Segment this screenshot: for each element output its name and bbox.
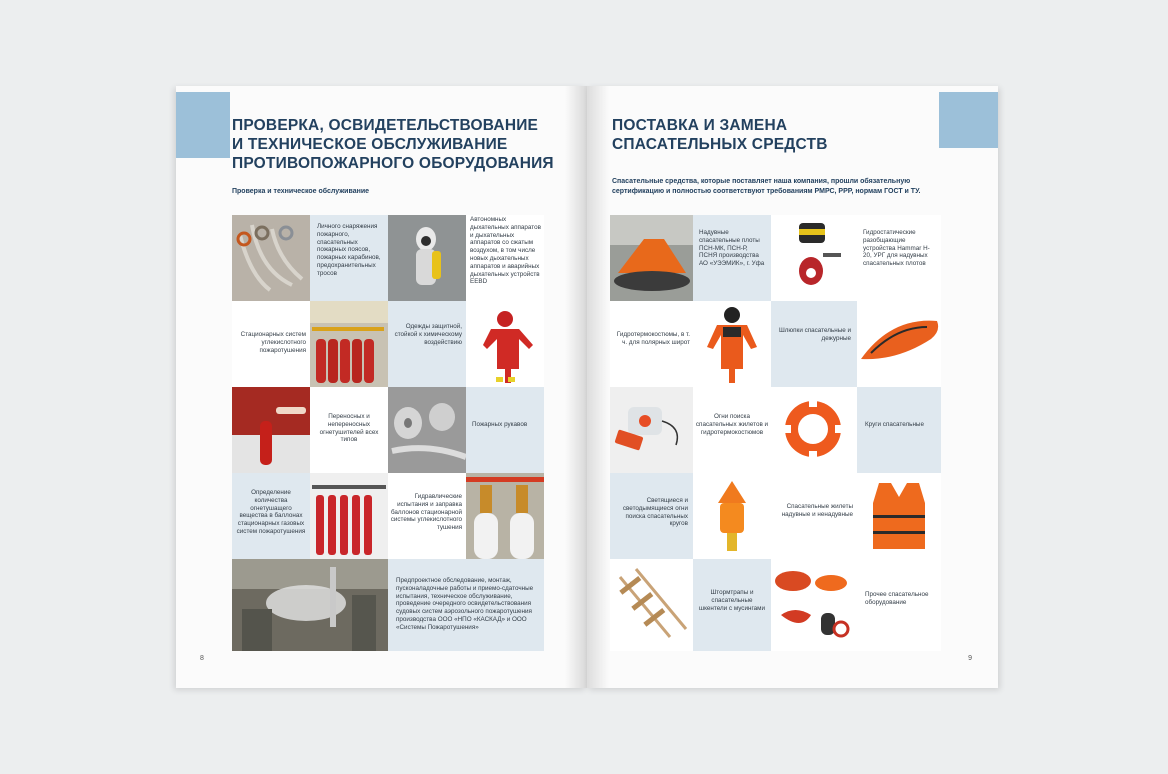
text-breathing: Автономных дыхательных аппаратов и дыхательных аппаратов со сжатым воздухом, в том числе новых дыхательных аппаратов и аварийных дыхательных устройств EEBD xyxy=(470,216,541,286)
right-title-line-1: ПОСТАВКА И ЗАМЕНА xyxy=(612,117,788,134)
left-page-number: 8 xyxy=(200,655,204,662)
photo-search-light xyxy=(610,387,693,473)
photo-hydrostatic-release xyxy=(771,215,857,301)
cell-thermosuits xyxy=(610,301,693,387)
photo-co2-cylinders xyxy=(310,301,388,387)
right-intro xyxy=(612,177,962,197)
photo-life-raft xyxy=(610,215,693,301)
photo-other-equipment xyxy=(771,559,857,651)
photo-extinguisher xyxy=(232,387,310,473)
photo-smoke-buoy xyxy=(693,473,771,559)
cell-other xyxy=(857,559,941,651)
cell-buoys xyxy=(610,473,693,559)
text-lights: Огни поиска спасательных жилетов и гидротермокостюмов xyxy=(695,413,769,436)
left-page xyxy=(176,86,587,688)
right-accent-block xyxy=(939,92,998,148)
brochure-spread xyxy=(176,86,998,688)
left-accent-block xyxy=(176,92,230,158)
text-ladders: Штормтрапы и спасательные шкентели с мусингами xyxy=(699,589,765,612)
cell-vests xyxy=(771,473,857,559)
left-title-line-3: ПРОТИВОПОЖАРНОГО ОБОРУДОВАНИЯ xyxy=(232,155,554,172)
photo-life-vest xyxy=(857,473,941,559)
cell-rings xyxy=(857,387,941,473)
photo-aerosol-test xyxy=(232,559,388,651)
cell-personal-gear xyxy=(310,215,388,301)
cell-hoses xyxy=(466,387,544,473)
left-gutter-shadow xyxy=(565,86,587,688)
cell-survey xyxy=(388,559,544,651)
cell-breathing xyxy=(466,215,544,301)
right-intro-line-2: сертификацию и полностью соответствуют требованиям РМРС, РРР, нормам ГОСТ и ТУ. xyxy=(612,188,921,195)
cell-rafts xyxy=(693,215,771,301)
left-title-line-1: ПРОВЕРКА, ОСВИДЕТЕЛЬСТВОВАНИЕ xyxy=(232,117,539,134)
right-title-line-2: СПАСАТЕЛЬНЫХ СРЕДСТВ xyxy=(612,136,828,153)
text-hydraulic: Гидравлические испытания и заправка баллонов стационарной системы углекислотного тушения xyxy=(390,493,462,532)
text-vests: Спасательные жилеты надувные и ненадувные xyxy=(781,503,853,518)
right-page xyxy=(587,86,998,688)
photo-valves xyxy=(466,473,544,559)
photo-safety-gear xyxy=(232,215,310,301)
photo-gas-cylinders xyxy=(310,473,388,559)
text-thermosuits: Гидротермокостюмы, в т. ч. для полярных широт xyxy=(616,331,690,346)
photo-rope-ladder xyxy=(610,559,693,651)
right-intro-line-1: Спасательные средства, которые поставляет наша компания, прошли обязательную xyxy=(612,178,911,185)
cell-hydraulic xyxy=(388,473,466,559)
cell-co2-systems xyxy=(232,301,310,387)
left-subtitle: Проверка и техническое обслуживание xyxy=(232,188,370,195)
text-extinguishers: Переносных и непереносных огнетушителей всех типов xyxy=(319,413,379,444)
cell-suits xyxy=(388,301,466,387)
right-page-title xyxy=(612,116,932,154)
text-rafts: Надувные спасательные плоты ПСН-МК, ПСН-Р, ПСНЯ производства АО «УЭЭМИК», г. Уфа xyxy=(699,229,765,268)
photo-fire-hoses xyxy=(388,387,466,473)
photo-chemical-suit xyxy=(466,301,544,387)
text-other: Прочее спасательное оборудование xyxy=(865,591,929,606)
cell-lights xyxy=(693,387,771,473)
photo-immersion-suit xyxy=(693,301,771,387)
photo-breathing-apparatus xyxy=(388,215,466,301)
text-suits: Одежды защитной, стойкой к химическому воздействию xyxy=(394,323,462,346)
text-buoys: Светящиеся и светодымящиеся огни поиска спасательных кругов xyxy=(622,497,688,528)
cell-boats xyxy=(771,301,857,387)
left-title-line-2: И ТЕХНИЧЕСКОЕ ОБСЛУЖИВАНИЕ xyxy=(232,136,508,153)
text-co2-systems: Стационарных систем углекислотного пожаротушения xyxy=(240,331,306,354)
cell-quantity xyxy=(232,473,310,559)
photo-life-ring xyxy=(771,387,857,473)
right-gutter-shadow xyxy=(587,86,609,688)
cell-hydrostatic xyxy=(857,215,941,301)
text-personal-gear: Личного снаряжения пожарного, спасательных пожарных поясов, пожарных карабинов, предохранительных тросов xyxy=(317,223,381,277)
text-hydrostatic: Гидростатические разобщающие устройства Hammar H-20, УРГ для надувных спасательных плотов xyxy=(863,229,930,268)
right-page-number: 9 xyxy=(968,655,972,662)
text-survey: Предпроектное обследование, монтаж, пусконаладочные работы и приемо-сдаточные испытания, техническое обслуживание, проведение очередного освидетельствования судовых систем аэрозольного пожаротушения производства ООО «НПО «КАСКАД» и ООО «Системы Пожаротушения» xyxy=(396,577,534,631)
photo-rescue-boat xyxy=(857,301,941,387)
text-boats: Шлюпки спасательные и дежурные xyxy=(778,327,851,342)
text-rings: Круги спасательные xyxy=(865,421,924,428)
left-page-title xyxy=(232,116,572,173)
text-quantity: Определение количества огнетушащего вещества в баллонах стационарных газовых систем пожаротушения xyxy=(236,489,306,535)
cell-ladders xyxy=(693,559,771,651)
cell-extinguishers xyxy=(310,387,388,473)
text-hoses: Пожарных рукавов xyxy=(472,421,528,428)
